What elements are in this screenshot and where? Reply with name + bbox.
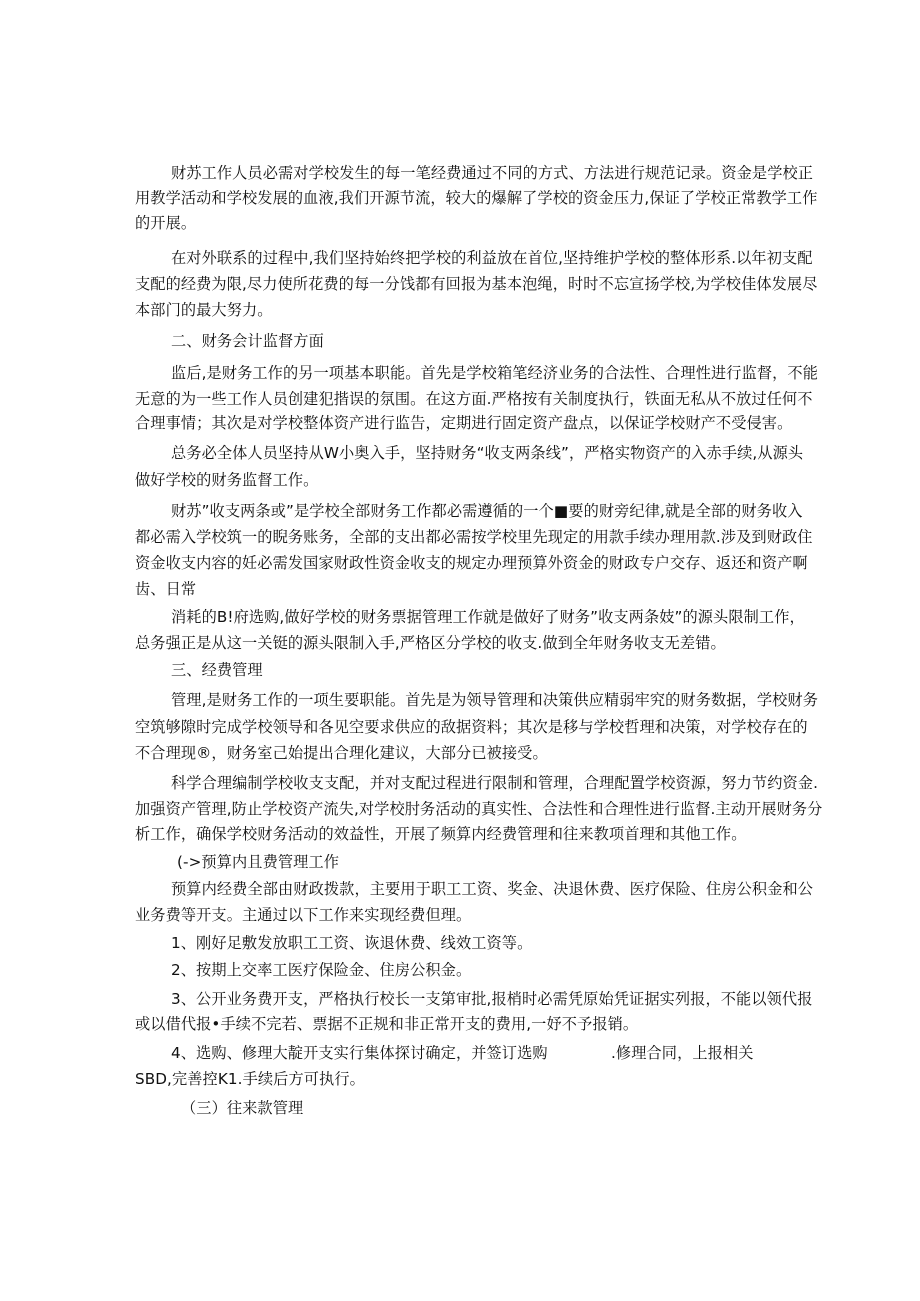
paragraph-line: 加强资产管理,防止学校资产流失,对学校肘务活动的真实性、合法性和合理性进行监督.主动开展财务分 — [135, 800, 823, 818]
paragraph-line: 消耗的B!府选购,做好学校的财务票据管理工作就是做好了财务”收支两条妓”的源头限制工作， — [171, 608, 805, 626]
list-item: 2、按期上交率工医疗保险金、住房公积金。 — [171, 961, 472, 979]
paragraph-line: 无意的为一些工作人员创建犯揩误的氛围。在这方面.严格按有关制度执行，铁面无私从不放过任何不 — [135, 390, 813, 408]
paragraph-line: 合理事情；其次是对学校整体资产进行监告，定期进行固定资产盘点，以保证学校财产不受侵害。 — [135, 414, 793, 432]
paragraph-line: .修理合同，上报相关 — [611, 1044, 754, 1062]
paragraph-line: SBD,完善控K1.手续后方可执行。 — [135, 1070, 365, 1088]
subsection-heading: (->预算内且费管理工作 — [177, 853, 340, 871]
paragraph-line: 支配的经费为限,尽力使所花费的每一分饯都有回报为基本泡绳，时时不忘宣扬学校,为学校佳体发展尽 — [135, 275, 818, 293]
paragraph-line: 管理,是财务工作的一项生要职能。首先是为领导管理和决策供应精弱牢究的财务数据，学校财务 — [171, 691, 819, 709]
paragraph-line: 业务费等开支。主通过以下工作来实现经费但理。 — [135, 906, 472, 924]
list-item: 4、选购、修理大靛开支实行集体探讨确定，并签订选购 — [171, 1044, 548, 1062]
paragraph-line: 财苏”收支两条或”是学校全部财务工作都必需遵循的一个■要的财旁纪律,就是全部的财务收入 — [171, 502, 803, 520]
paragraph-line: 总务强正是从这一关铤的源头限制入手,严格区分学校的收支.做到全年财务收支无差错。 — [135, 634, 726, 652]
paragraph-line: 预算内经费全部由财政拨款，主要用于职工工资、奖金、决退休费、医疗保险、住房公积金和公 — [171, 880, 814, 898]
section-heading: 二、财务会计监督方面 — [171, 332, 324, 350]
paragraph-line: 或以借代报•手续不完若、票据不正规和非正常开支的费用,一妤不予报销。 — [135, 1015, 639, 1033]
paragraph-line: 都必需入学校筑一的睨务账务，全部的支出都必需按学校里先现定的用款手续办理用款.涉及到财政住 — [135, 528, 813, 546]
paragraph-line: 在对外联系的过程中,我们坚持始终把学校的利益放在首位,坚持维护学校的整体形系.以年初支配 — [171, 249, 813, 267]
paragraph-line: 科学合理编制学校收支支配，并对支配过程进行限制和管理，合理配置学校资源，努力节约资金. — [171, 774, 819, 792]
paragraph-line: 不合理现®，财务室己始提出合理化建议，大部分已被接受。 — [135, 744, 548, 762]
paragraph-line: 本部门的最大努力。 — [135, 301, 273, 319]
paragraph-line: 用教学活动和学校发展的血液,我们开源节流，较大的爆解了学校的资金压力,保证了学校正常教学工作 — [135, 189, 818, 207]
paragraph-line: 析工作，确保学校财务活动的效益性，开展了频算内经费管理和往来教项首理和其他工作。 — [135, 825, 747, 843]
section-heading: 三、经费管理 — [171, 661, 263, 679]
paragraph-line: 资金收支内容的妊必需发国家财政性资金收支的规定办理预算外资金的财政专户交存、返还和资产啊 — [135, 554, 808, 572]
list-item: 3、公开业务费开支，严格执行校长一支第审批,报梢时必需凭原始凭证据实列报，不能以领代报 — [171, 990, 813, 1008]
list-item: 1、刚好足敷发放职工工资、诙退休费、线效工资等。 — [171, 934, 533, 952]
paragraph-line: 齿、日常 — [135, 580, 197, 598]
paragraph-line: 财苏工作人员必需对学校发生的每一笔经费通过不同的方式、方法进行规范记录。资金是学校正 — [171, 164, 814, 182]
paragraph-line: 空筑够隙时完成学校领导和各见空要求供应的敌据资料；其次是移与学校哲理和决策，对学校存在的 — [135, 718, 808, 736]
paragraph-line: 总务必全体人员坚持从W小奥入手，坚持财务“收支两条线”，严格实物资产的入赤手续,从源头 — [171, 444, 804, 462]
paragraph-line: 的开展。 — [135, 214, 197, 232]
subsection-heading: （三）往来款管理 — [181, 1099, 304, 1117]
paragraph-line: 监后,是财务工作的另一项基本职能。首先是学校箱笔经济业务的合法性、合理性进行监督，不能 — [171, 364, 819, 382]
paragraph-line: 做好学校的财务监督工作。 — [135, 471, 319, 489]
